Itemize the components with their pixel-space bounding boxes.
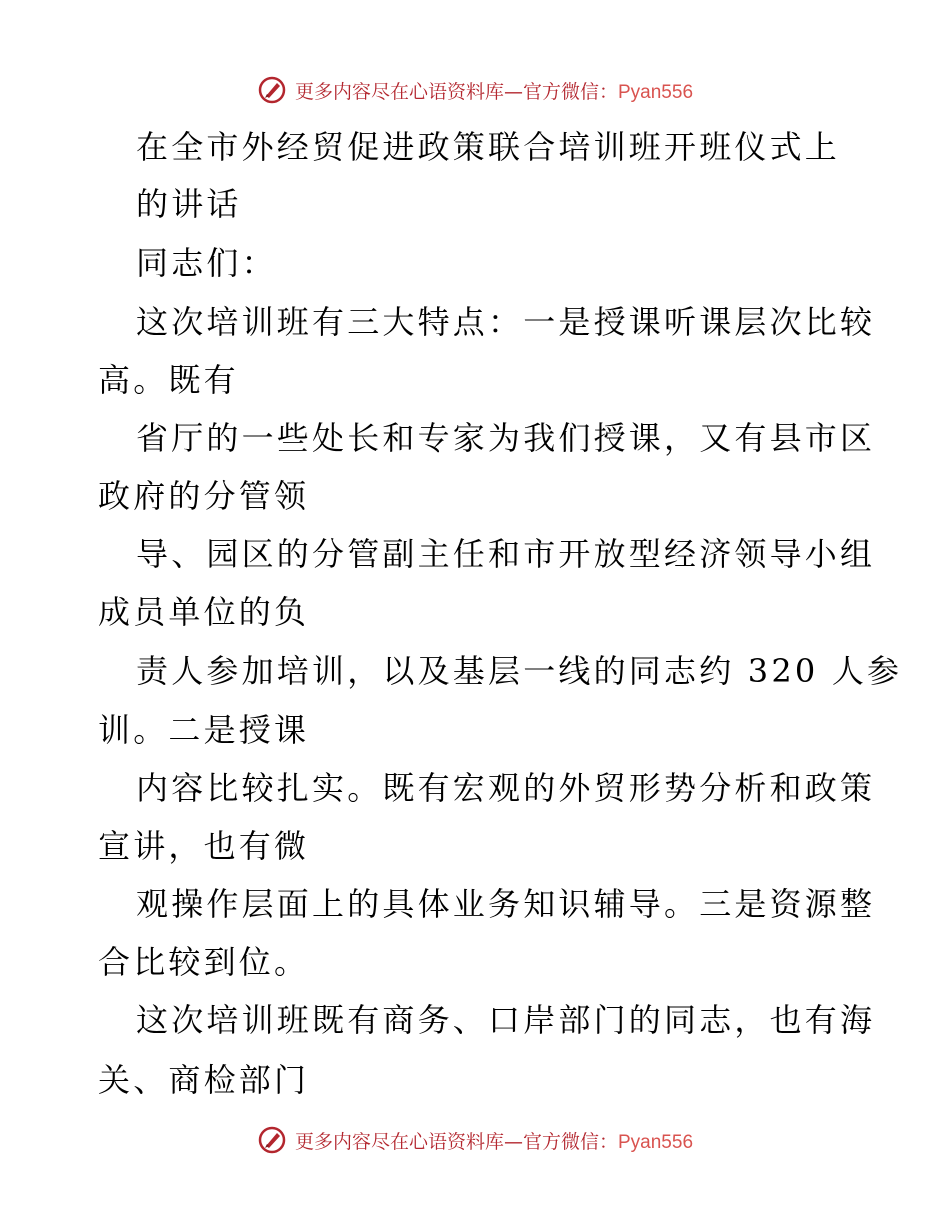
paragraph-line: 宣讲，也有微 <box>98 827 310 865</box>
salutation: 同志们： <box>136 244 277 282</box>
paragraph-line: 内容比较扎实。既有宏观的外贸形势分析和政策 <box>136 769 876 807</box>
doc-title-line-2: 的讲话 <box>136 185 242 223</box>
paragraph-line: 这次培训班有三大特点：一是授课听课层次比较 <box>136 303 876 341</box>
paragraph-line: 关、商检部门 <box>98 1061 310 1099</box>
paragraph-line: 高。既有 <box>98 361 239 399</box>
doc-title-line-1: 在全市外经贸促进政策联合培训班开班仪式上 <box>136 128 841 166</box>
paragraph-line: 观操作层面上的具体业务知识辅导。三是资源整 <box>136 885 876 923</box>
paragraph-line: 训。二是授课 <box>98 711 310 749</box>
wechat-id: Pyan556 <box>618 81 694 103</box>
paragraph-line: 这次培训班既有商务、口岸部门的同志，也有海 <box>136 1001 876 1039</box>
paragraph-line: 成员单位的负 <box>98 593 310 631</box>
watermark-text: 更多内容尽在心语资料库—官方微信：Pyan556 <box>294 80 694 103</box>
quill-seal-icon <box>257 1125 287 1155</box>
wechat-id: Pyan556 <box>618 1131 694 1153</box>
paragraph-line: 政府的分管领 <box>98 477 310 515</box>
paragraph-line: 合比较到位。 <box>98 943 310 981</box>
paragraph-line: 导、园区的分管副主任和市开放型经济领导小组 <box>136 535 876 573</box>
watermark-text: 更多内容尽在心语资料库—官方微信：Pyan556 <box>294 1130 694 1153</box>
paragraph-line: 省厅的一些处长和专家为我们授课，又有县市区 <box>136 419 876 457</box>
footer-watermark <box>0 1120 950 1160</box>
paragraph-line: 责人参加培训，以及基层一线的同志约 320 人参 <box>136 652 903 690</box>
